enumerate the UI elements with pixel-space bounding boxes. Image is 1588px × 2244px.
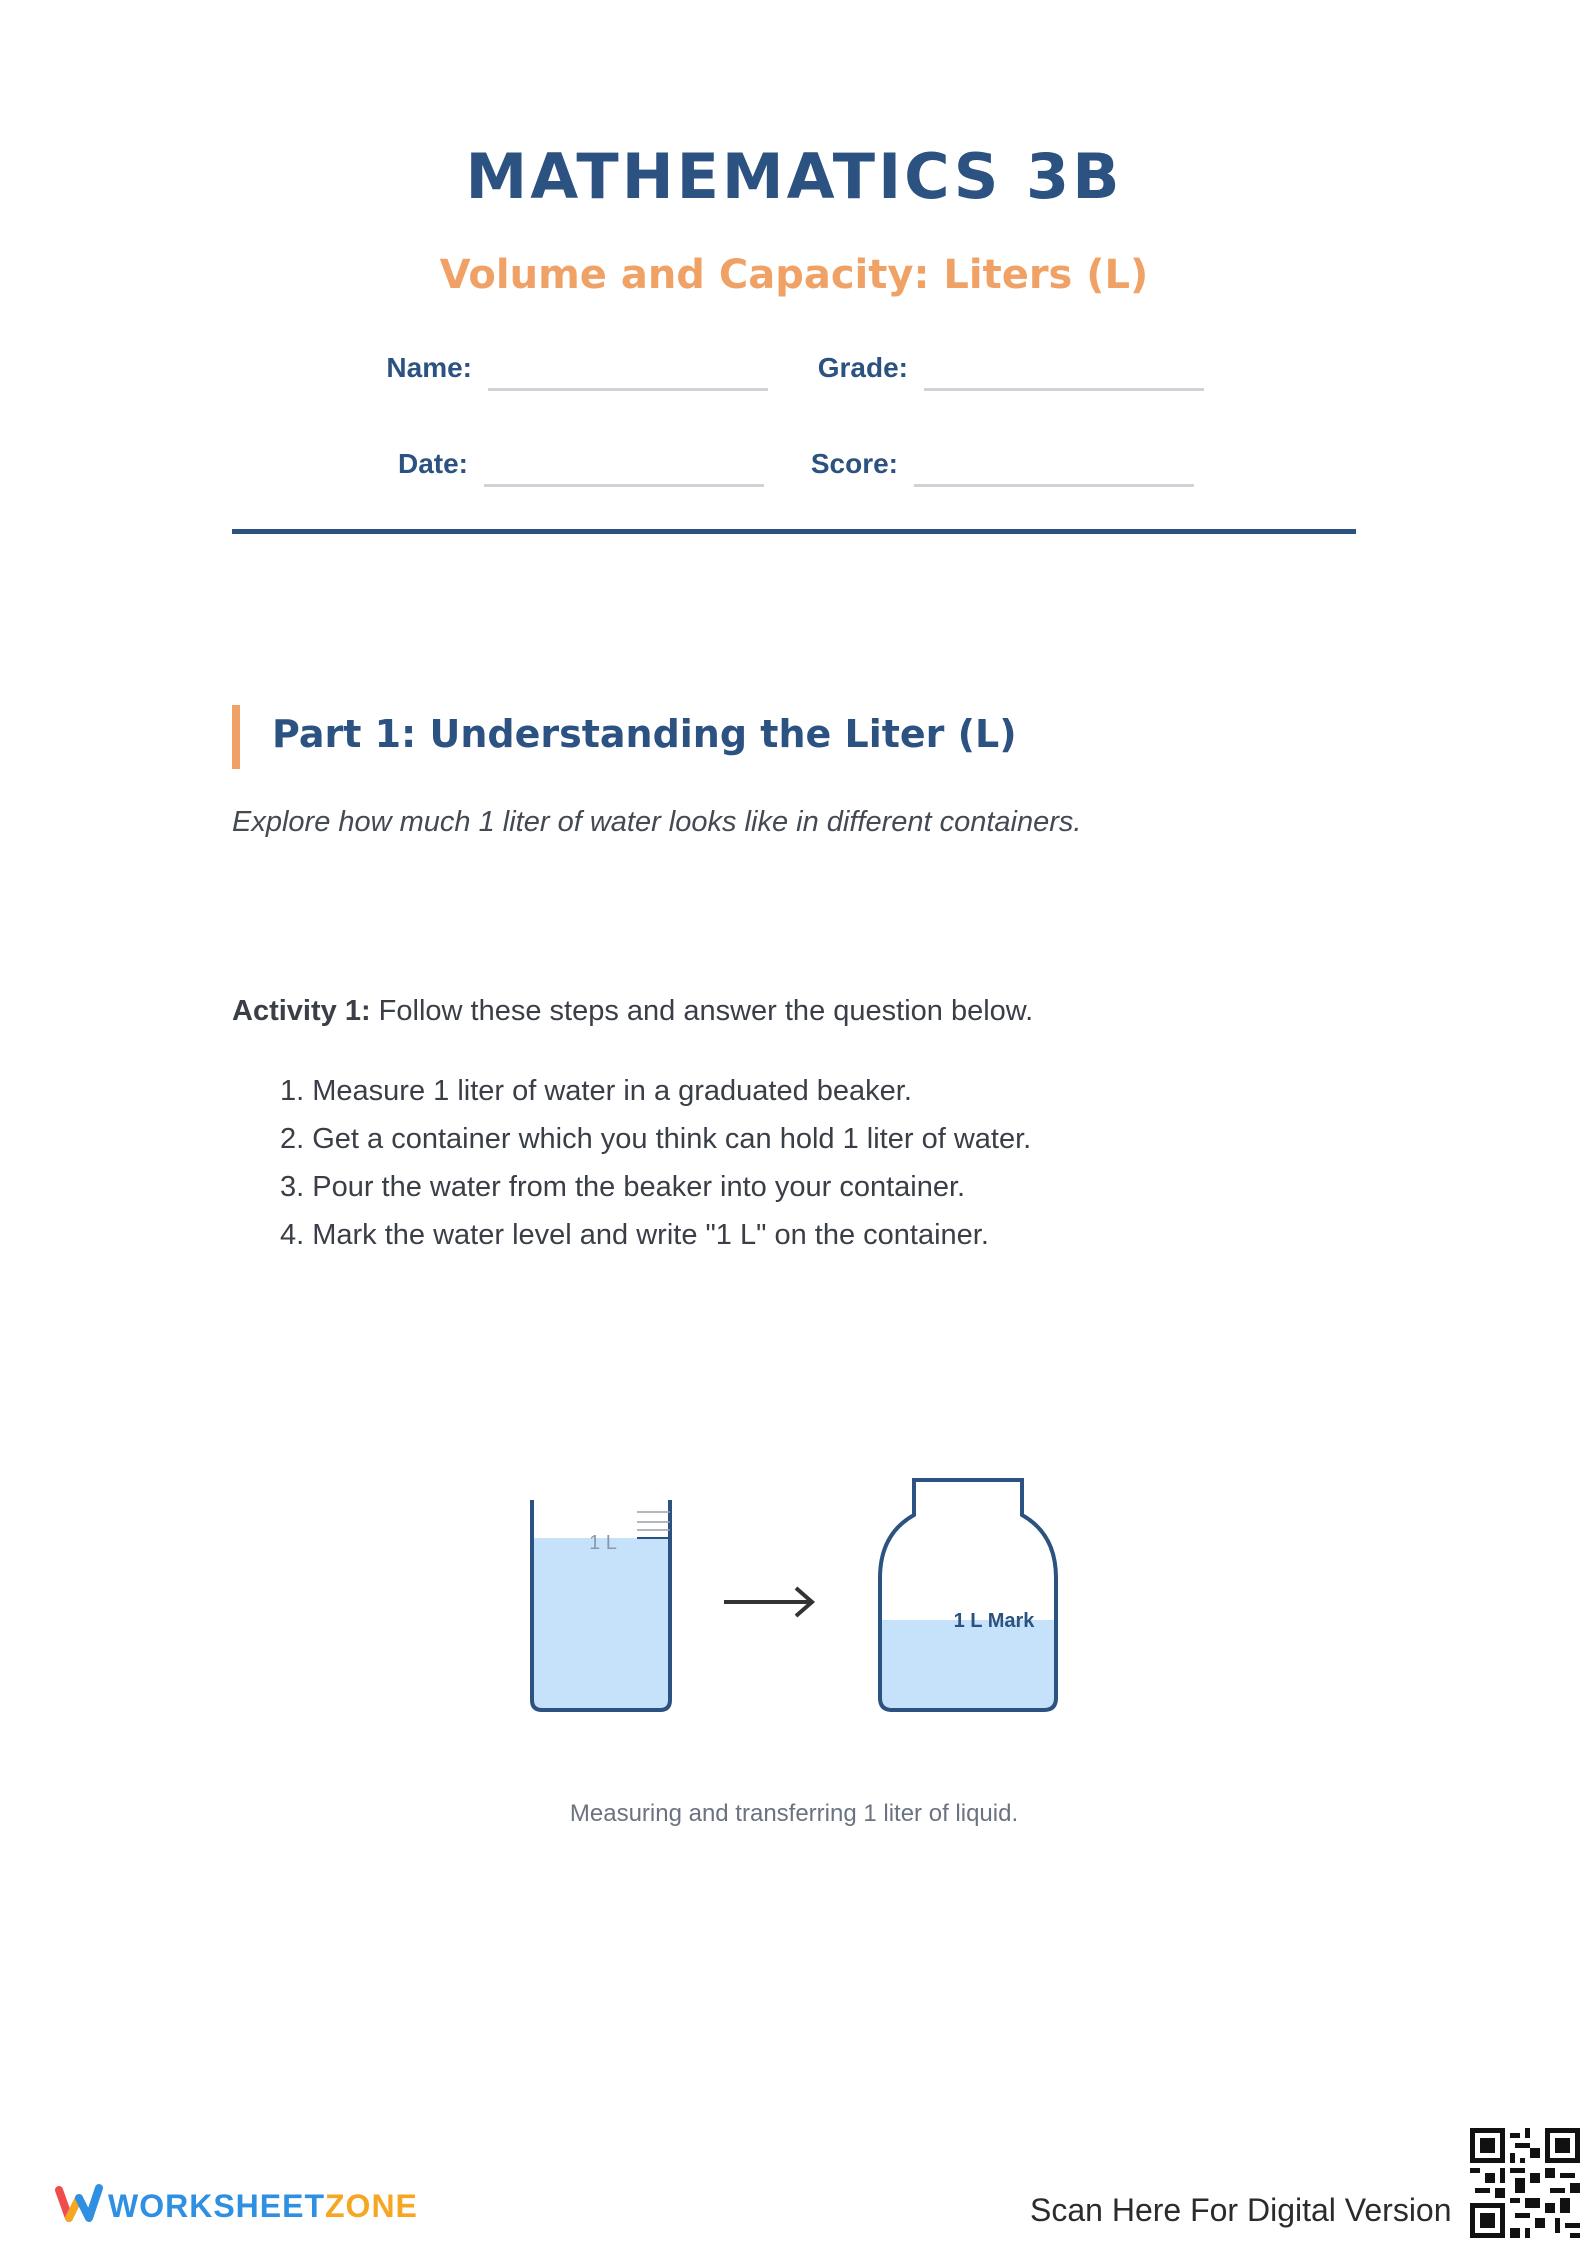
worksheet-subtitle: Volume and Capacity: Liters (L) <box>439 252 1149 298</box>
score-field[interactable] <box>914 484 1194 487</box>
worksheetzone-logo-icon <box>55 2180 103 2228</box>
header-divider <box>232 529 1356 534</box>
score-label: Score: <box>810 448 898 479</box>
scan-text: Scan Here For Digital Version <box>1030 2192 1452 2228</box>
step-item: 3. Pour the water from the beaker into your container. <box>280 1171 966 1203</box>
part1-title: Part 1: Understanding the Liter (L) <box>272 712 1017 756</box>
qr-code-icon[interactable] <box>1470 2128 1580 2238</box>
part1-intro: Explore how much 1 liter of water looks like in different containers. <box>232 806 1082 838</box>
worksheet-title: MATHEMATICS 3B <box>465 140 1123 213</box>
beaker-label: 1 L <box>589 1532 617 1554</box>
date-label: Date: <box>397 448 468 479</box>
grade-label: Grade: <box>817 352 908 383</box>
section-accent-bar <box>232 705 240 769</box>
name-field[interactable] <box>488 388 768 391</box>
activity-label: Activity 1: <box>232 995 371 1027</box>
grade-field[interactable] <box>924 388 1204 391</box>
activity-text: Follow these steps and answer the question below. <box>370 995 1034 1027</box>
activity-instruction <box>232 995 1033 1028</box>
date-field[interactable] <box>484 484 764 487</box>
footer-brand <box>108 2188 418 2225</box>
liter-illustration <box>500 1460 1080 1720</box>
container-water <box>880 1620 1056 1710</box>
step-item: 2. Get a container which you think can hold 1 liter of water. <box>280 1123 1032 1155</box>
brand-worksheet: WORKSHEET <box>108 2188 325 2224</box>
container <box>880 1480 1056 1710</box>
beaker-water <box>532 1538 670 1710</box>
arrow-icon <box>724 1588 812 1616</box>
steps-list <box>280 1073 1031 1265</box>
brand-zone: ZONE <box>325 2188 418 2224</box>
beaker <box>532 1500 670 1710</box>
container-label: 1 L Mark <box>953 1610 1035 1632</box>
name-label: Name: <box>386 352 472 383</box>
step-item: 1. Measure 1 liter of water in a graduated beaker. <box>280 1075 912 1107</box>
step-item: 4. Mark the water level and write "1 L" on the container. <box>280 1219 989 1251</box>
illustration-caption: Measuring and transferring 1 liter of liquid. <box>569 1800 1019 1827</box>
